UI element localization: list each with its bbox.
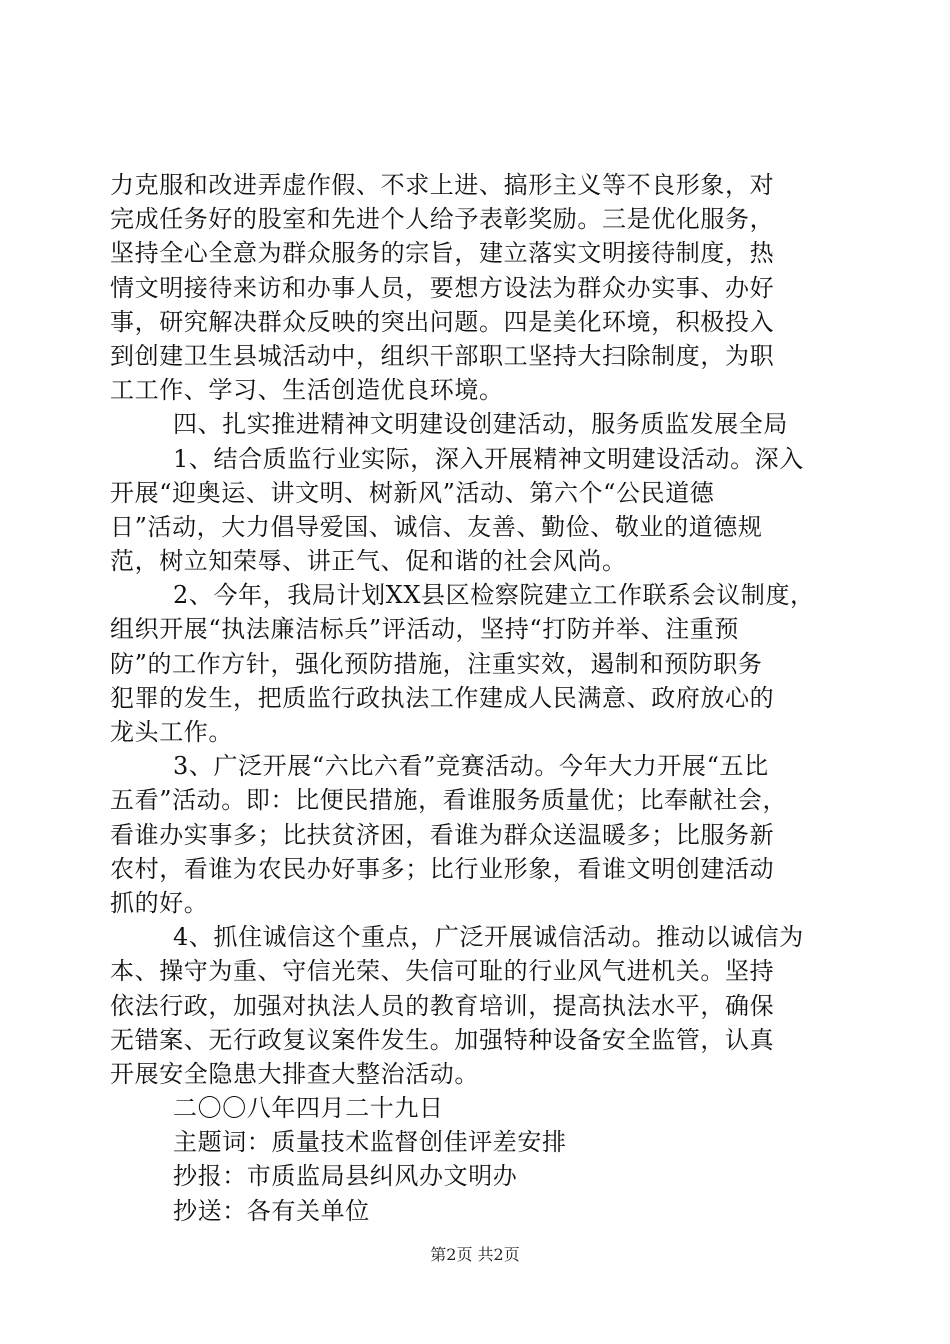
paragraph-line: 本、操守为重、守信光荣、失信可耻的行业风气进机关。坚持 bbox=[110, 957, 775, 986]
paragraph-line: 力克服和改进弄虚作假、不求上进、搞形主义等不良形象，对 bbox=[110, 171, 775, 199]
paragraph-line: 抓的好。 bbox=[110, 888, 209, 917]
paragraph-line: 防”的工作方针，强化预防措施，注重实效，遏制和预防职务 bbox=[110, 649, 763, 678]
paragraph-line: 依法行政，加强对执法人员的教育培训，提高执法水平，确保 bbox=[110, 991, 775, 1020]
paragraph-line: 日”活动，大力倡导爱国、诚信、友善、勤俭、敬业的道德规 bbox=[110, 512, 763, 541]
paragraph-line: 工工作、学习、生活创造优良环境。 bbox=[110, 376, 504, 405]
paragraph-line: 事，研究解决群众反映的突出问题。四是美化环境，积极投入 bbox=[110, 307, 775, 336]
document-date: 二〇〇八年四月二十九日 bbox=[173, 1094, 444, 1123]
paragraph-line: 情文明接待来访和办事人员，要想方设法为群众办实事、办好 bbox=[110, 273, 775, 302]
paragraph-line: 2、今年，我局计划XX县区检察院建立工作联系会议制度， bbox=[173, 581, 815, 610]
paragraph-line: 五看”活动。即：比便民措施，看谁服务质量优；比奉献社会， bbox=[110, 786, 788, 815]
paragraph-line: 看谁办实事多；比扶贫济困，看谁为群众送温暖多；比服务新 bbox=[110, 820, 775, 849]
document-body bbox=[110, 168, 845, 1228]
paragraph-line: 到创建卫生县城活动中，组织干部职工坚持大扫除制度，为职 bbox=[110, 341, 775, 370]
paragraph-line: 3、广泛开展“六比六看”竞赛活动。今年大力开展“五比 bbox=[173, 752, 769, 781]
paragraph-line: 完成任务好的股室和先进个人给予表彰奖励。三是优化服务， bbox=[110, 205, 775, 234]
paragraph-line: 龙头工作。 bbox=[110, 718, 233, 746]
page-number: 第2页 共2页 bbox=[430, 1245, 520, 1264]
paragraph-line: 组织开展“执法廉洁标兵”评活动，坚持“打防并举、注重预 bbox=[110, 615, 740, 644]
paragraph-line: 犯罪的发生，把质监行政执法工作建成人民满意、政府放心的 bbox=[110, 683, 775, 712]
paragraph-line: 范，树立知荣辱、讲正气、促和谐的社会风尚。 bbox=[110, 547, 627, 576]
report-to: 抄报：市质监局县纠风办文明办 bbox=[173, 1162, 518, 1191]
paragraph-line: 4、抓住诚信这个重点，广泛开展诚信活动。推动以诚信为 bbox=[173, 923, 804, 952]
paragraph-line: 开展“迎奥运、讲文明、树新风”活动、第六个“公民道德 bbox=[110, 478, 715, 507]
paragraph-line: 1、结合质监行业实际，深入开展精神文明建设活动。深入 bbox=[173, 444, 804, 473]
paragraph-line: 开展安全隐患大排查大整治活动。 bbox=[110, 1059, 479, 1088]
paragraph-line: 坚持全心全意为群众服务的宗旨，建立落实文明接待制度，热 bbox=[110, 239, 775, 268]
section-heading: 四、扎实推进精神文明建设创建活动，服务质监发展全局 bbox=[173, 410, 788, 439]
copy-to: 抄送：各有关单位 bbox=[173, 1196, 370, 1225]
subject-keywords: 主题词：质量技术监督创佳评差安排 bbox=[173, 1128, 567, 1157]
paragraph-line: 无错案、无行政复议案件发生。加强特种设备安全监管，认真 bbox=[110, 1025, 775, 1054]
paragraph-line: 农村，看谁为农民办好事多；比行业形象，看谁文明创建活动 bbox=[110, 854, 775, 883]
